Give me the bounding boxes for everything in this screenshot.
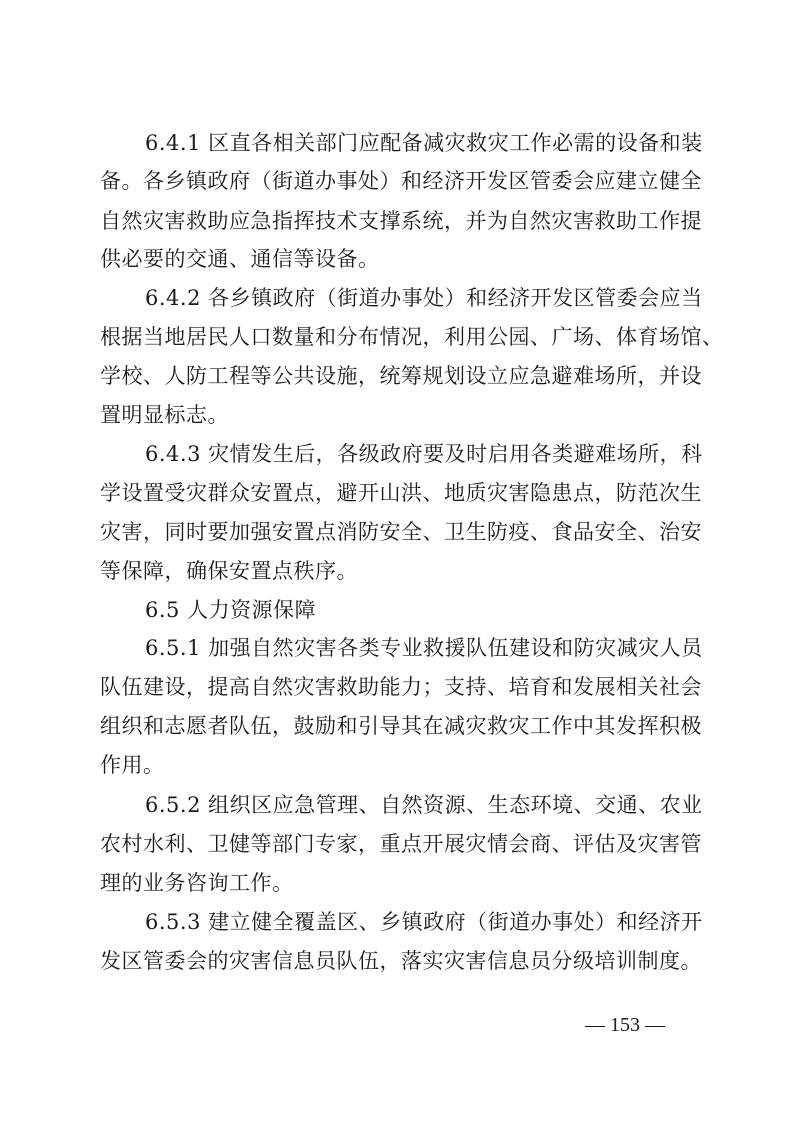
paragraph-line: 队伍建设，提高自然灾害救助能力；支持、培育和发展相关社会	[100, 675, 702, 699]
paragraph-line: 根据当地居民人口数量和分布情况，利用公园、广场、体育场馆、	[100, 325, 724, 349]
paragraph-line: 置明显标志。	[100, 403, 229, 427]
paragraph-line: 6.5.2 组织区应急管理、自然资源、生态环境、交通、农业	[145, 793, 703, 817]
paragraph-line: 自然灾害救助应急指挥技术支撑系统，并为自然灾害救助工作提	[100, 209, 702, 233]
paragraph-line: 供必要的交通、通信等设备。	[100, 247, 380, 271]
paragraph-line: 发区管委会的灾害信息员队伍，落实灾害信息员分级培训制度。	[100, 949, 702, 973]
paragraph-line: 等保障，确保安置点秩序。	[100, 559, 358, 583]
paragraph-line: 学校、人防工程等公共设施，统筹规划设立应急避难场所，并设	[100, 364, 702, 388]
paragraph-line: 6.4.3 灾情发生后，各级政府要及时启用各类避难场所，科	[145, 442, 703, 466]
paragraph-line: 6.4.1 区直各相关部门应配备减灾救灾工作必需的设备和装	[145, 131, 703, 155]
section-heading: 6.5 人力资源保障	[145, 598, 317, 622]
paragraph-line: 备。各乡镇政府（街道办事处）和经济开发区管委会应建立健全	[100, 169, 702, 193]
paragraph-line: 灾害，同时要加强安置点消防安全、卫生防疫、食品安全、治安	[100, 520, 702, 544]
paragraph-line: 6.5.3 建立健全覆盖区、乡镇政府（街道办事处）和经济开	[145, 910, 703, 934]
paragraph-line: 理的业务咨询工作。	[100, 871, 294, 895]
paragraph-line: 学设置受灾群众安置点，避开山洪、地质灾害隐患点，防范次生	[100, 481, 702, 505]
paragraph-line: 作用。	[100, 753, 165, 777]
paragraph-line: 组织和志愿者队伍，鼓励和引导其在减灾救灾工作中其发挥积极	[100, 714, 702, 738]
page-number: — 153 —	[585, 1014, 665, 1036]
paragraph-line: 6.4.2 各乡镇政府（街道办事处）和经济开发区管委会应当	[145, 286, 703, 310]
paragraph-line: 6.5.1 加强自然灾害各类专业救援队伍建设和防灾减灾人员	[145, 636, 703, 660]
paragraph-line: 农村水利、卫健等部门专家，重点开展灾情会商、评估及灾害管	[100, 832, 702, 856]
